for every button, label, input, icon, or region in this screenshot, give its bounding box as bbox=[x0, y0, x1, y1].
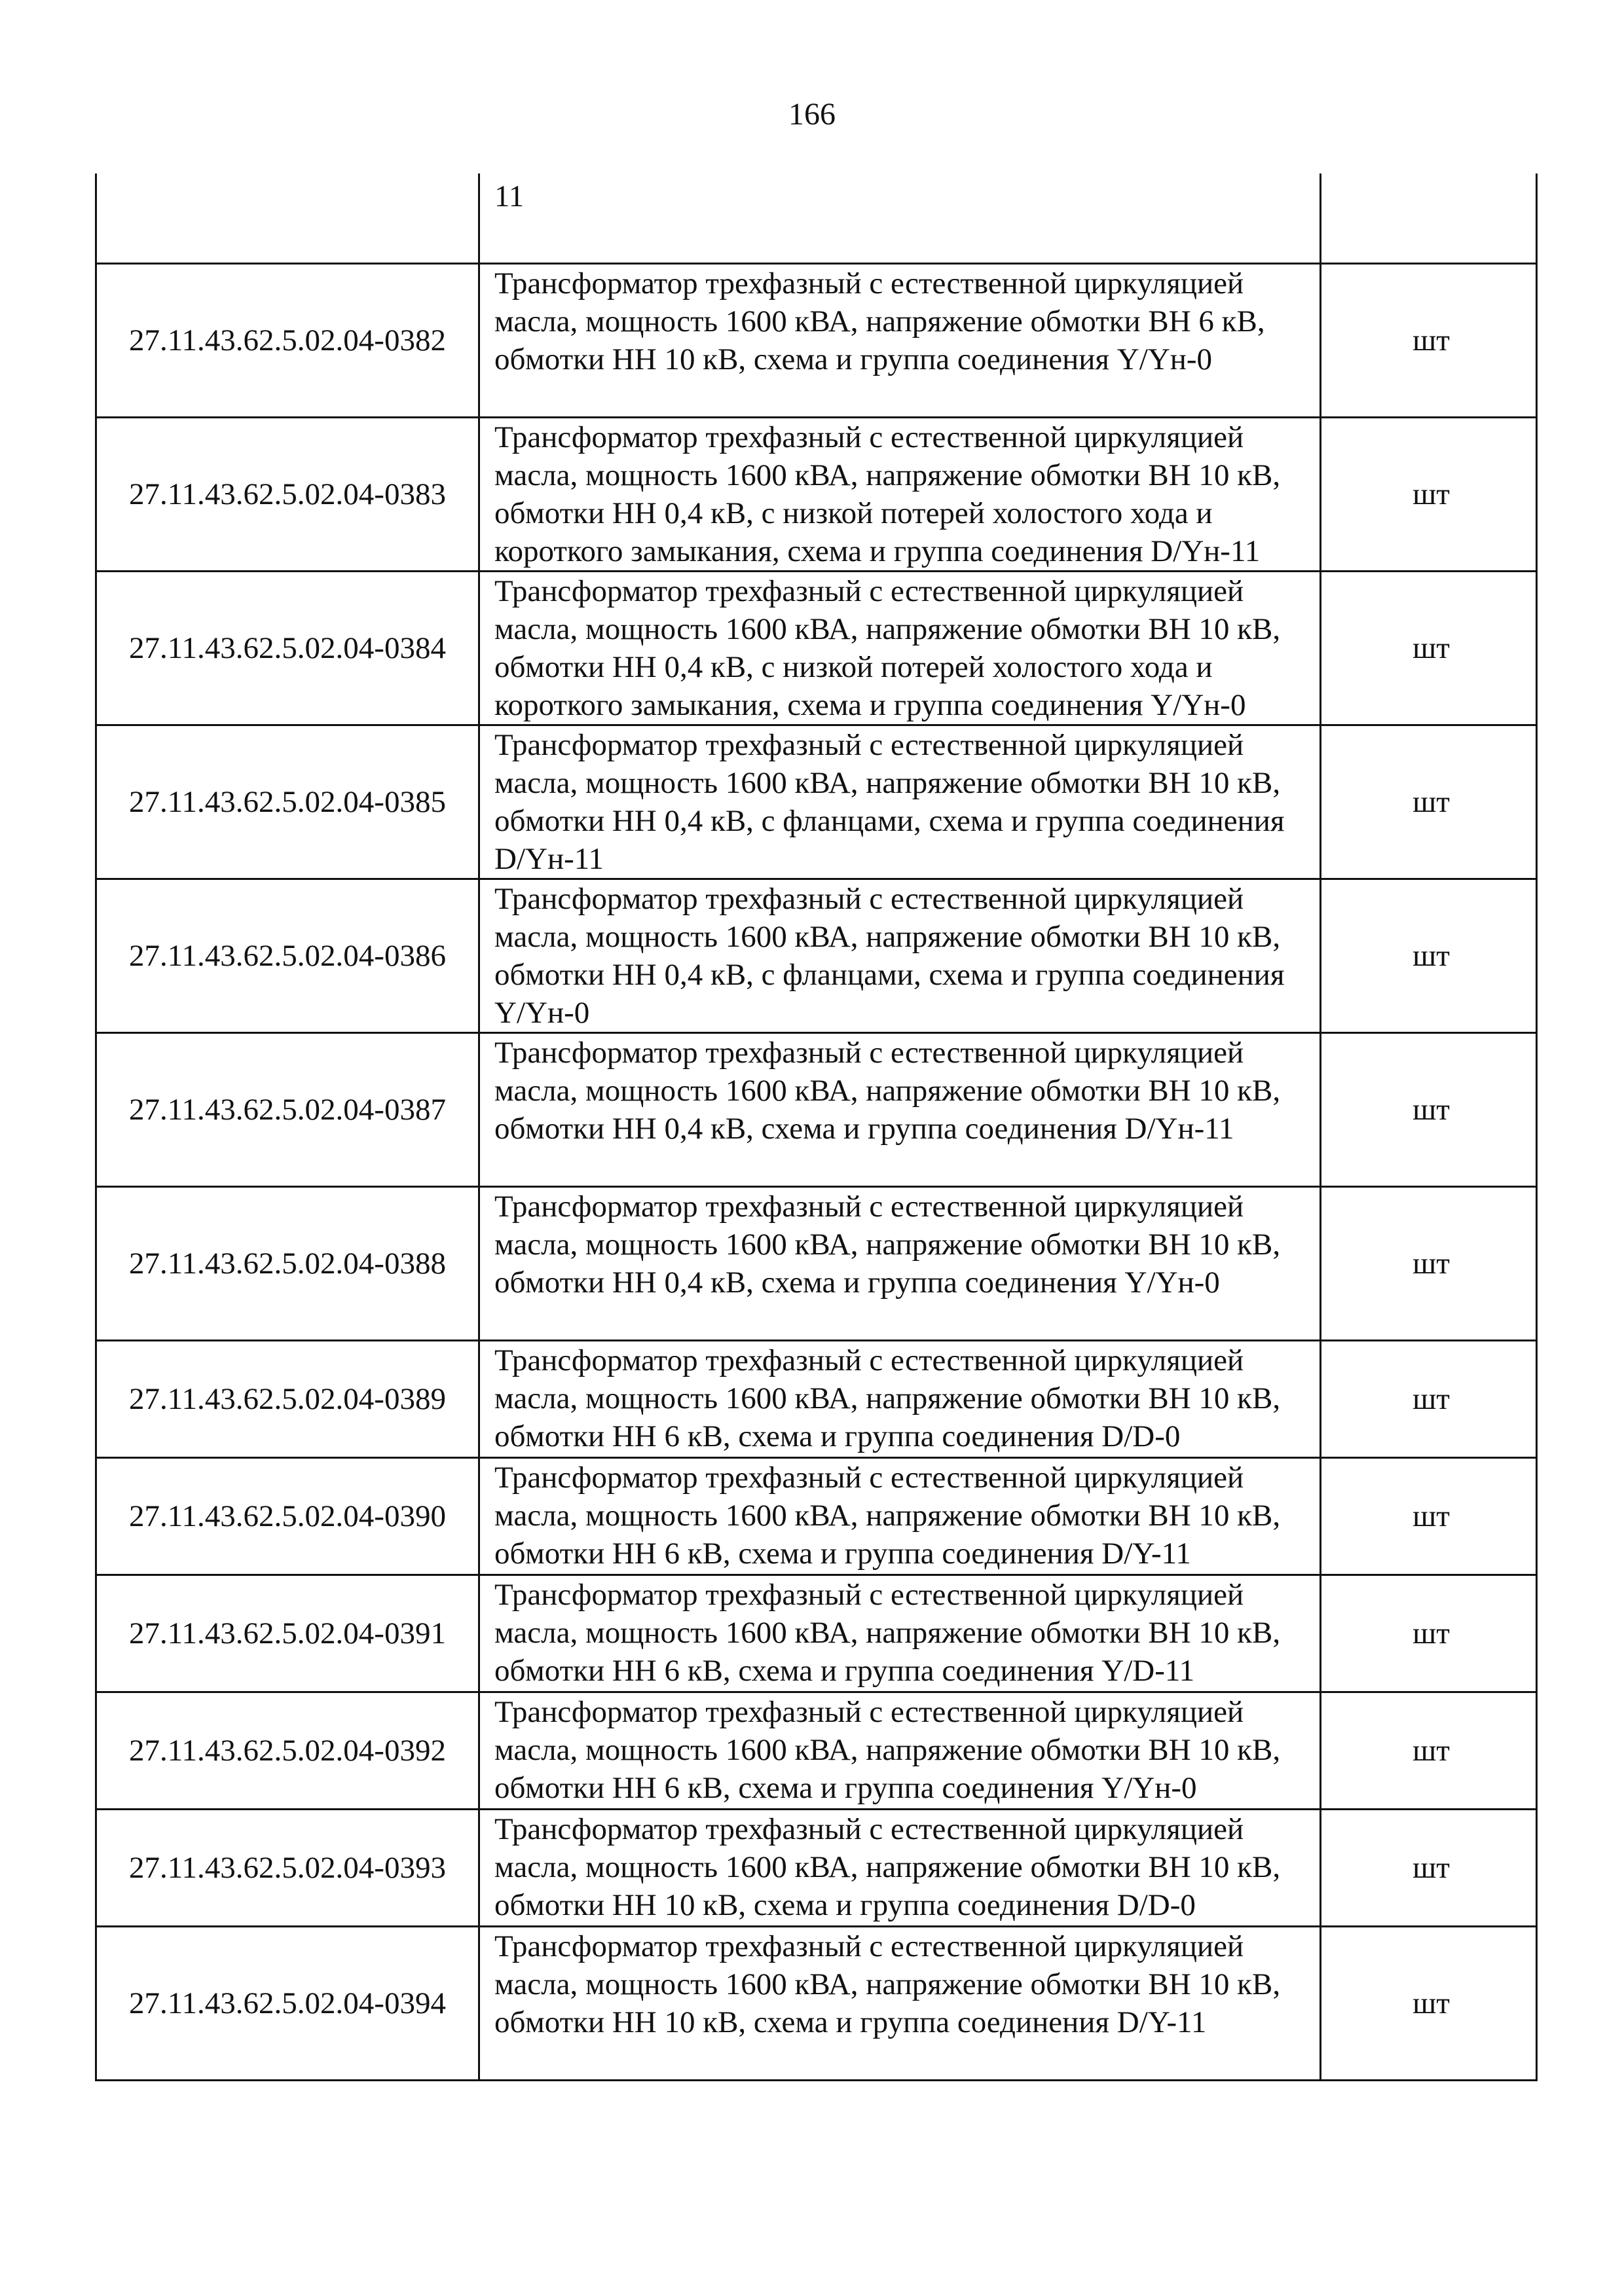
unit-cell: шт bbox=[1321, 1033, 1537, 1187]
unit-cell: шт bbox=[1321, 725, 1537, 879]
unit-cell: шт bbox=[1321, 1187, 1537, 1341]
code-cell: 27.11.43.62.5.02.04-0389 bbox=[96, 1341, 479, 1458]
table-row bbox=[96, 1187, 1537, 1341]
code-cell: 27.11.43.62.5.02.04-0385 bbox=[96, 725, 479, 879]
description-cell: Трансформатор трехфазный с естественной циркуляцией масла, мощность 1600 кВА, напряжение обмотки ВН 10 кВ, обмотки НН 6 кВ, схема и группа соединения D/Y-11 bbox=[479, 1458, 1321, 1575]
description-cell: Трансформатор трехфазный с естественной циркуляцией масла, мощность 1600 кВА, напряжение обмотки ВН 10 кВ, обмотки НН 0,4 кВ, схема и группа соединения Y/Yн-0 bbox=[479, 1187, 1321, 1341]
code-cell bbox=[96, 173, 479, 264]
table-row bbox=[96, 418, 1537, 572]
description-cell: Трансформатор трехфазный с естественной циркуляцией масла, мощность 1600 кВА, напряжение обмотки ВН 10 кВ, обмотки НН 0,4 кВ, с фланцами, схема и группа соединения D/Yн-11 bbox=[479, 725, 1321, 879]
description-cell: Трансформатор трехфазный с естественной циркуляцией масла, мощность 1600 кВА, напряжение обмотки ВН 10 кВ, обмотки НН 0,4 кВ, схема и группа соединения D/Yн-11 bbox=[479, 1033, 1321, 1187]
page-number: 166 bbox=[788, 97, 836, 132]
code-cell: 27.11.43.62.5.02.04-0382 bbox=[96, 264, 479, 418]
description-cell: Трансформатор трехфазный с естественной циркуляцией масла, мощность 1600 кВА, напряжение обмотки ВН 10 кВ, обмотки НН 0,4 кВ, с фланцами, схема и группа соединения Y/Yн-0 bbox=[479, 879, 1321, 1033]
description-cell: Трансформатор трехфазный с естественной циркуляцией масла, мощность 1600 кВА, напряжение обмотки ВН 10 кВ, обмотки НН 0,4 кВ, с низкой потерей холостого хода и короткого замыкания, схема и группа соединения D/Yн-11 bbox=[479, 418, 1321, 572]
table-row bbox=[96, 1575, 1537, 1692]
code-cell: 27.11.43.62.5.02.04-0394 bbox=[96, 1927, 479, 2081]
unit-cell: шт bbox=[1321, 418, 1537, 572]
code-cell: 27.11.43.62.5.02.04-0384 bbox=[96, 572, 479, 725]
table-row bbox=[96, 1033, 1537, 1187]
unit-cell: шт bbox=[1321, 1927, 1537, 2081]
unit-cell: шт bbox=[1321, 572, 1537, 725]
description-cell: Трансформатор трехфазный с естественной циркуляцией масла, мощность 1600 кВА, напряжение обмотки ВН 10 кВ, обмотки НН 10 кВ, схема и группа соединения D/Y-11 bbox=[479, 1927, 1321, 2081]
table-row bbox=[96, 1341, 1537, 1458]
code-cell: 27.11.43.62.5.02.04-0391 bbox=[96, 1575, 479, 1692]
table-row bbox=[96, 1692, 1537, 1810]
code-cell: 27.11.43.62.5.02.04-0387 bbox=[96, 1033, 479, 1187]
code-cell: 27.11.43.62.5.02.04-0383 bbox=[96, 418, 479, 572]
description-cell: Трансформатор трехфазный с естественной циркуляцией масла, мощность 1600 кВА, напряжение обмотки ВН 10 кВ, обмотки НН 6 кВ, схема и группа соединения Y/Yн-0 bbox=[479, 1692, 1321, 1810]
resource-table bbox=[95, 173, 1538, 2081]
description-cell: 11 bbox=[479, 173, 1321, 264]
code-cell: 27.11.43.62.5.02.04-0386 bbox=[96, 879, 479, 1033]
table-row bbox=[96, 572, 1537, 725]
table-row bbox=[96, 1927, 1537, 2081]
table-row-continuation bbox=[96, 173, 1537, 264]
table-row bbox=[96, 1810, 1537, 1927]
unit-cell: шт bbox=[1321, 879, 1537, 1033]
description-cell: Трансформатор трехфазный с естественной циркуляцией масла, мощность 1600 кВА, напряжение обмотки ВН 10 кВ, обмотки НН 6 кВ, схема и группа соединения Y/D-11 bbox=[479, 1575, 1321, 1692]
table-row bbox=[96, 1458, 1537, 1575]
table-row bbox=[96, 879, 1537, 1033]
unit-cell: шт bbox=[1321, 1458, 1537, 1575]
unit-cell bbox=[1321, 173, 1537, 264]
table-row bbox=[96, 725, 1537, 879]
description-cell: Трансформатор трехфазный с естественной циркуляцией масла, мощность 1600 кВА, напряжение обмотки ВН 6 кВ, обмотки НН 10 кВ, схема и группа соединения Y/Yн-0 bbox=[479, 264, 1321, 418]
unit-cell: шт bbox=[1321, 1341, 1537, 1458]
code-cell: 27.11.43.62.5.02.04-0392 bbox=[96, 1692, 479, 1810]
code-cell: 27.11.43.62.5.02.04-0390 bbox=[96, 1458, 479, 1575]
description-cell: Трансформатор трехфазный с естественной циркуляцией масла, мощность 1600 кВА, напряжение обмотки ВН 10 кВ, обмотки НН 0,4 кВ, с низкой потерей холостого хода и короткого замыкания, схема и группа соединения Y/Yн-0 bbox=[479, 572, 1321, 725]
code-cell: 27.11.43.62.5.02.04-0393 bbox=[96, 1810, 479, 1927]
unit-cell: шт bbox=[1321, 1810, 1537, 1927]
unit-cell: шт bbox=[1321, 1575, 1537, 1692]
unit-cell: шт bbox=[1321, 264, 1537, 418]
unit-cell: шт bbox=[1321, 1692, 1537, 1810]
description-cell: Трансформатор трехфазный с естественной циркуляцией масла, мощность 1600 кВА, напряжение обмотки ВН 10 кВ, обмотки НН 10 кВ, схема и группа соединения D/D-0 bbox=[479, 1810, 1321, 1927]
table-row bbox=[96, 264, 1537, 418]
code-cell: 27.11.43.62.5.02.04-0388 bbox=[96, 1187, 479, 1341]
description-cell: Трансформатор трехфазный с естественной циркуляцией масла, мощность 1600 кВА, напряжение обмотки ВН 10 кВ, обмотки НН 6 кВ, схема и группа соединения D/D-0 bbox=[479, 1341, 1321, 1458]
